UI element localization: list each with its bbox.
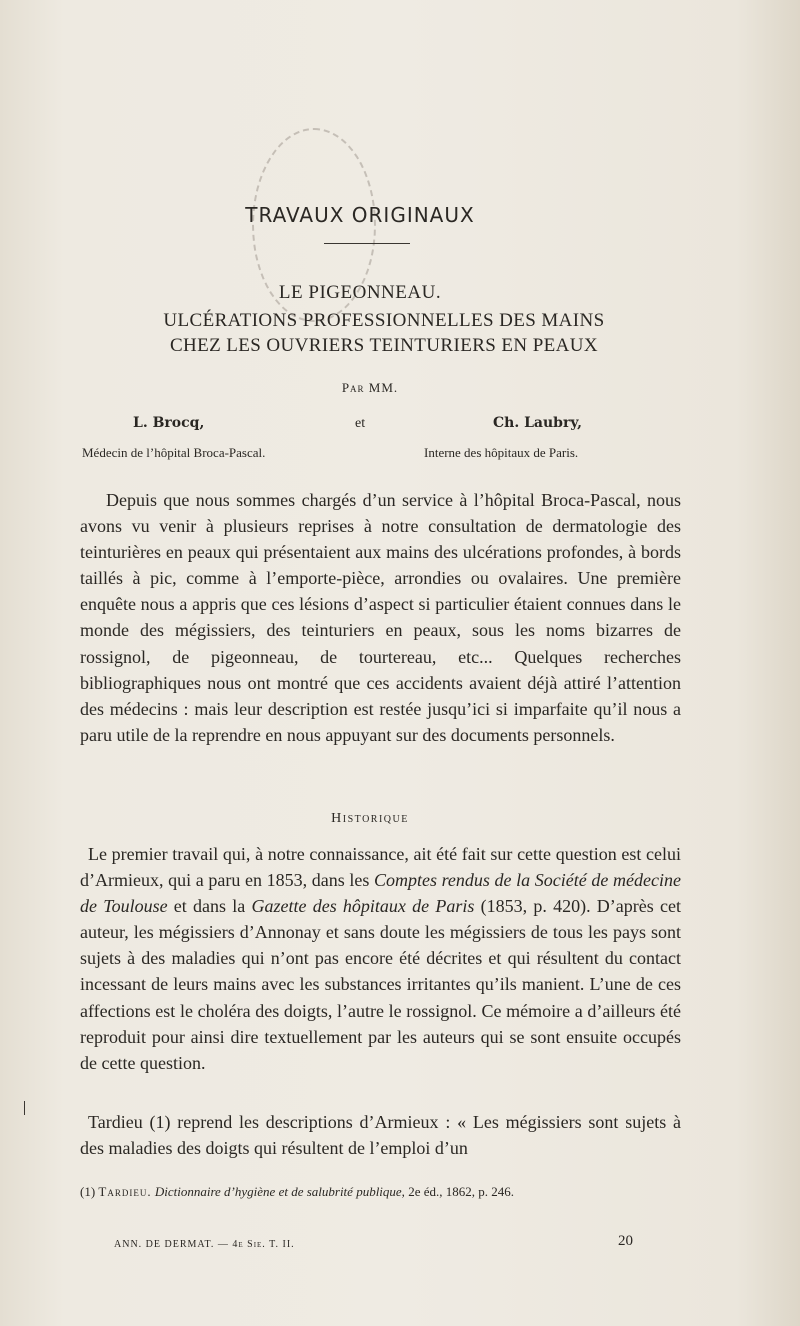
footnote [80,1183,681,1201]
title-divider [324,243,410,244]
history-citation-toulouse: Comptes rendus de la Société de médecine de Toulouse [80,870,681,917]
affiliation-laubry: Interne des hôpitaux de Paris. [424,445,579,460]
article-title-line2: ULCÉRATIONS PROFESSIONNELLES DES MAINS [163,310,605,331]
section-heading-historique: Historique [331,811,409,826]
history-text-c: (1853, p. 420). D’après cet auteur, les mégissiers d’Annonay et sans doute les mégissiers de tous les pays sont sujets à des maladies qui n’ont pas encore été décrites et qui résultent du contact incessant de leurs mains avec les substances irritantes qu’ils manient. L’une de ces affections est le choléra des doigts, l’autre le rossignol. Ce mémoire a d’ailleurs été reproduit pour ainsi dire textuellement par les auteurs qui se sont ensuite occupés de cette question. [80,896,681,1073]
author-brocq: L. Brocq, [133,415,205,431]
tardieu-text: Tardieu (1) reprend les descriptions d’Armieux : « Les mégissiers sont sujets à des maladies des doigts qui résultent de l’emploi d’un [80,1112,681,1159]
history-text-b: et dans la [167,896,252,917]
history-text-a: Le premier travail qui, à notre connaissance, ait été fait sur cette question est celui d’Armieux, qui a paru en 1853, dans les [80,844,681,891]
margin-mark [24,1101,25,1115]
intro-paragraph [80,487,681,748]
footnote-marker: (1) [80,1184,96,1199]
footnote-author: Tardieu. [98,1184,152,1199]
footnote-details: 2e éd., 1862, p. 246. [408,1184,514,1199]
affiliations [82,445,667,463]
article-title-line3: CHEZ LES OUVRIERS TEINTURIERS EN PEAUX [169,335,599,356]
page-number: 20 [618,1233,633,1249]
affiliation-brocq: Médecin de l’hôpital Broca-Pascal. [82,445,266,460]
byline-label: Par MM. [341,380,399,395]
section-label: TRAVAUX ORIGINAUX [245,203,475,227]
tardieu-paragraph [80,1109,681,1161]
intro-text: Depuis que nous sommes chargés d’un service à l’hôpital Broca-Pascal, nous avons vu venir à plusieurs reprises à notre consultation de dermatologie des teinturières en peaux qui présentaient aux mains des ulcérations profondes, à bords taillés à pic, comme à l’emporte-pièce, arrondies ou ovalaires. Une première enquête nous a appris que ces lésions d’aspect si particulier étaient connues dans le monde des mégissiers, des teinturiers en peaux, sous les noms bizarres de rossignol, de pigeonneau, de tourtereau, etc... Quelques recherches bibliographiques nous ont montré que ces accidents avaient déjà attiré l’attention des médecins : mais leur description est restée jusqu’ici si imparfaite qu’il nous a paru utile de la reprendre en nous appuyant sur des documents personnels. [80,490,681,745]
article-title-line1: LE PIGEONNEAU. [278,282,442,303]
history-citation-gazette: Gazette des hôpitaux de Paris [251,896,475,917]
history-paragraph [80,841,681,1076]
footnote-work: Dictionnaire d’hygiène et de salubrité publique, [154,1184,405,1199]
author-laubry: Ch. Laubry, [493,415,582,431]
authors [133,415,663,435]
journal-footer: ANN. DE DERMAT. — 4e Sie. T. II. [114,1239,295,1250]
author-conjunction: et [355,416,366,431]
